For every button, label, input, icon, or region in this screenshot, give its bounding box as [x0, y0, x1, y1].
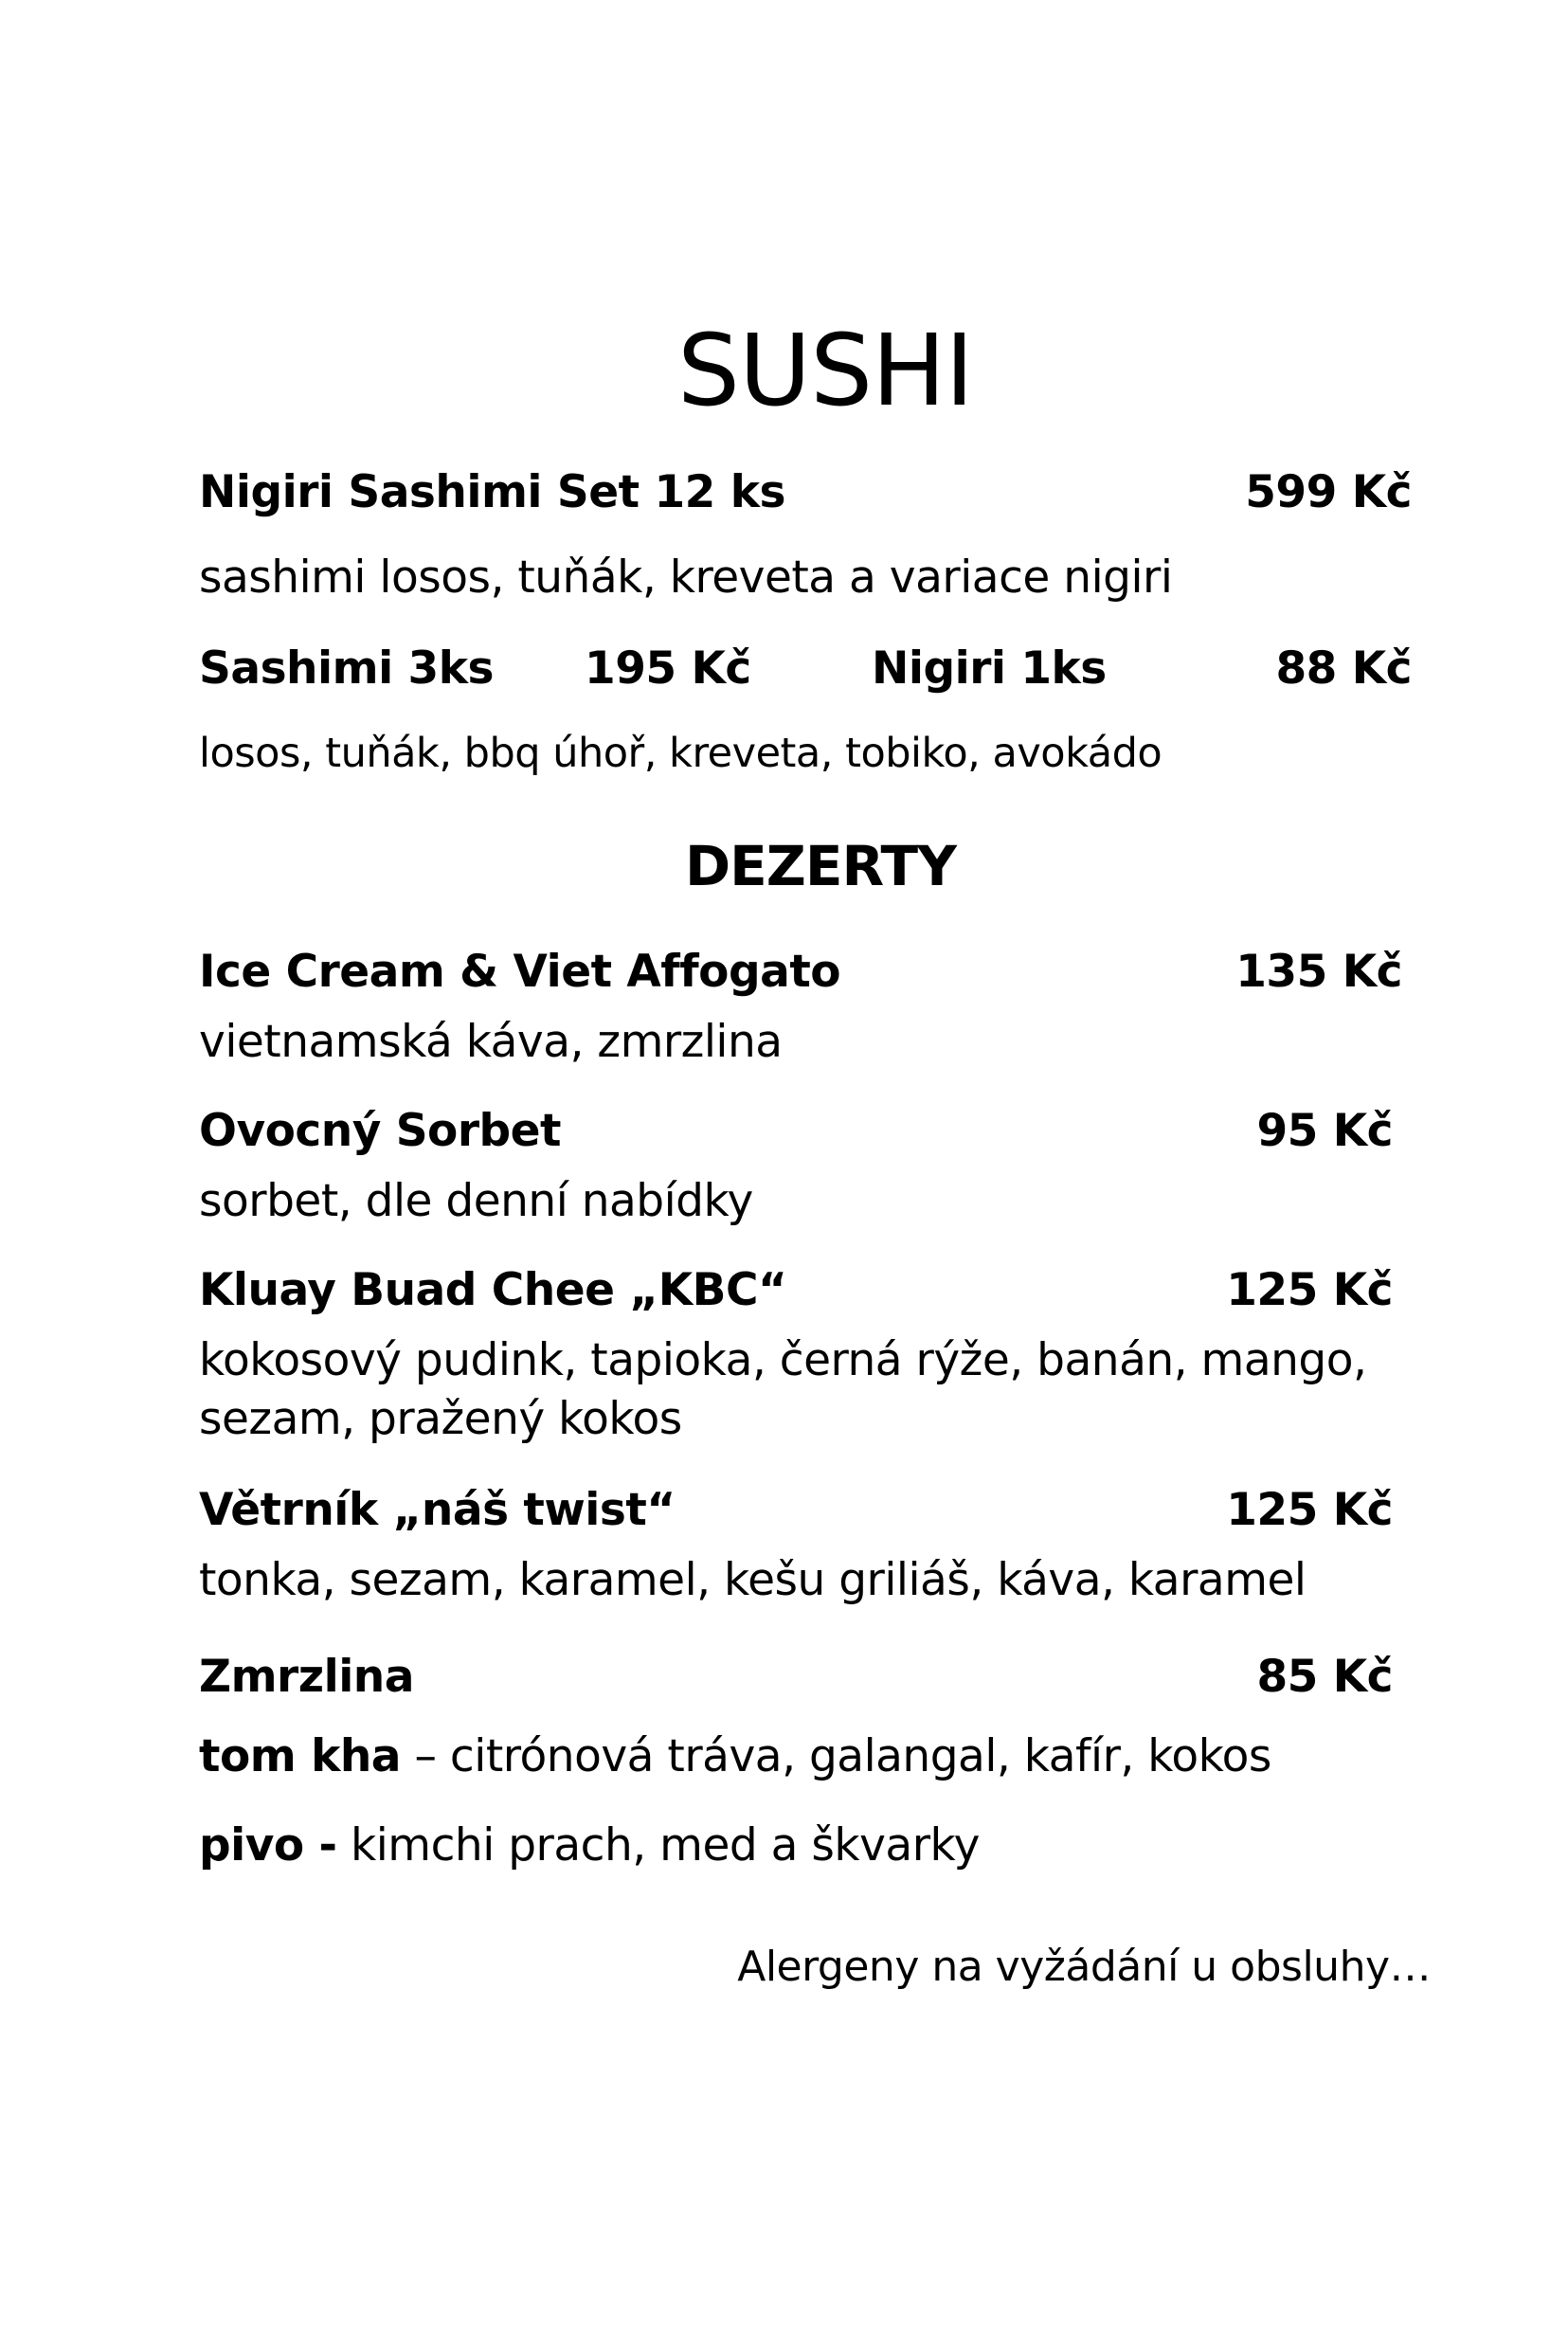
flavor-name: pivo -	[199, 1819, 337, 1872]
menu-item-description: tonka, sezam, karamel, kešu griliáš, káva, karamel	[199, 1554, 1307, 1606]
allergen-note: Alergeny na vyžádání u obsluhy…	[737, 1943, 1431, 1991]
flavor-description: kimchi prach, med a škvarky	[351, 1819, 980, 1872]
menu-item-name: Sashimi 3ks	[199, 642, 494, 695]
menu-item-price: 125 Kč	[1226, 1484, 1393, 1536]
menu-item-price: 85 Kč	[1256, 1651, 1393, 1703]
flavor-description: citrónová tráva, galangal, kafír, kokos	[449, 1730, 1271, 1782]
menu-item-description: vietnamská káva, zmrzlina	[199, 1016, 783, 1068]
menu-item-price: 135 Kč	[1235, 946, 1402, 998]
menu-item-description: sezam, pražený kokos	[199, 1393, 682, 1445]
flavor-separator: –	[401, 1730, 450, 1782]
menu-item-price: 195 Kč	[585, 642, 751, 695]
flavor-line	[199, 1730, 1271, 1782]
flavor-name: tom kha	[199, 1730, 402, 1782]
menu-item-description: sashimi losos, tuňák, kreveta a variace nigiri	[199, 552, 1173, 604]
menu-item-name: Větrník „náš twist“	[199, 1484, 676, 1536]
menu-item-price: 599 Kč	[1245, 466, 1412, 518]
menu-item-description: sorbet, dle denní nabídky	[199, 1175, 753, 1227]
menu-item-name: Kluay Buad Chee „KBC“	[199, 1264, 787, 1316]
flavor-line	[199, 1819, 980, 1872]
menu-item-name: Ovocný Sorbet	[199, 1105, 562, 1157]
menu-item-name: Ice Cream & Viet Affogato	[199, 946, 841, 998]
menu-item-price: 88 Kč	[1275, 642, 1412, 695]
flavor-separator	[337, 1819, 351, 1872]
menu-item-name: Zmrzlina	[199, 1651, 414, 1703]
dezerty-title: DEZERTY	[685, 834, 957, 898]
menu-item-price: 125 Kč	[1226, 1264, 1393, 1316]
menu-item-name: Nigiri Sashimi Set 12 ks	[199, 466, 785, 518]
sushi-title: SUSHI	[677, 313, 974, 428]
menu-item-price: 95 Kč	[1256, 1105, 1393, 1157]
menu-item-name: Nigiri 1ks	[872, 642, 1107, 695]
menu-item-description: kokosový pudink, tapioka, černá rýže, banán, mango,	[199, 1334, 1367, 1386]
menu-item-description: losos, tuňák, bbq úhoř, kreveta, tobiko, avokádo	[199, 730, 1162, 777]
